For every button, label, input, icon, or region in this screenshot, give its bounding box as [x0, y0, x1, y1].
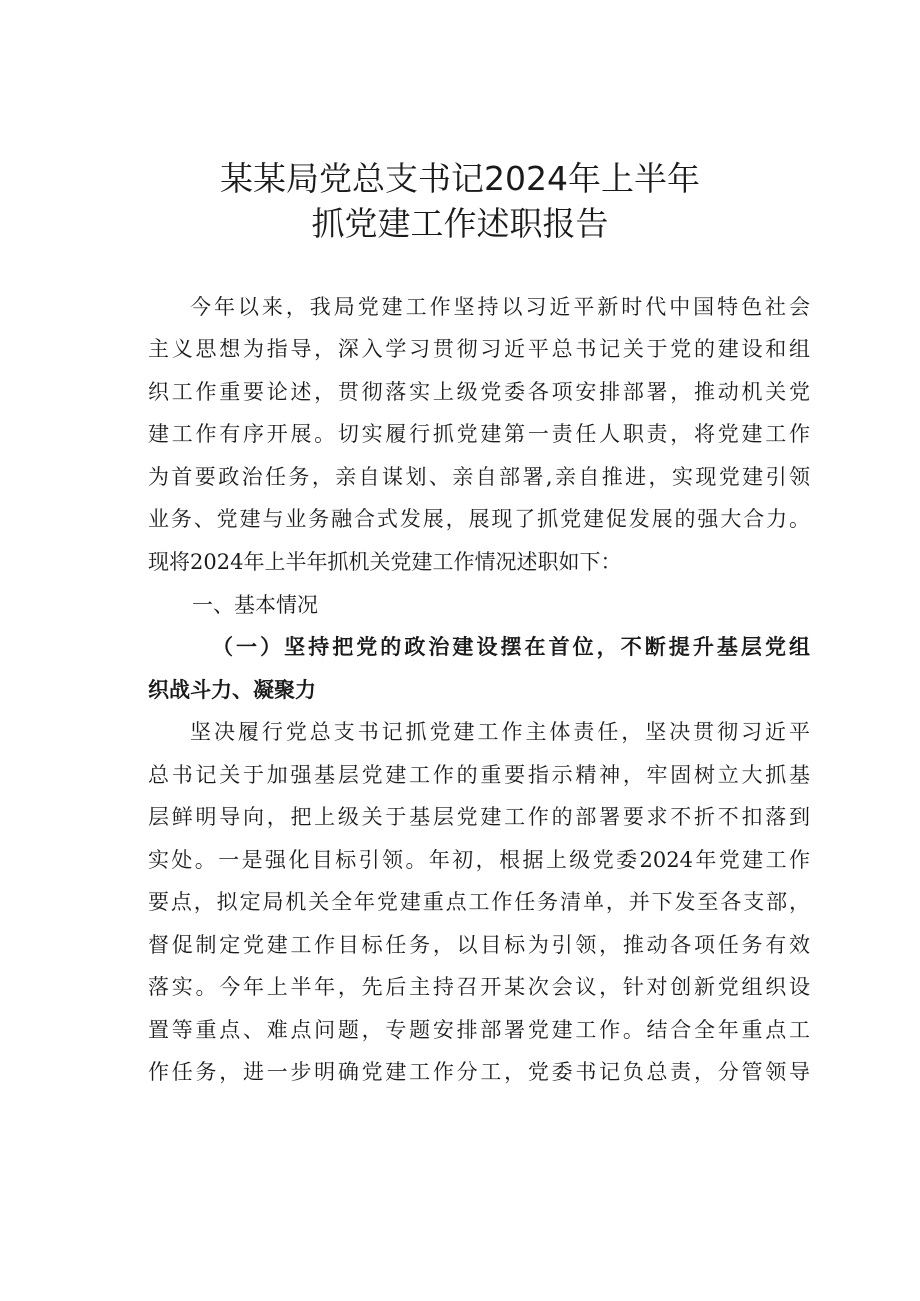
paragraph-line: 实处。一是强化目标引领。年初，根据上级党委2024年党建工作	[148, 848, 810, 872]
paragraph-line: 总书记关于加强基层党建工作的重要指示精神，牢固树立大抓基	[148, 763, 810, 787]
paragraph-line: 督促制定党建工作目标任务，以目标为引领，推动各项任务有效	[148, 933, 810, 957]
document-title-line-2: 抓党建工作述职报告	[311, 204, 609, 243]
paragraph-line: 坚决履行党总支书记抓党建工作主体责任，坚决贯彻习近平	[190, 720, 810, 744]
paragraph-line: 作任务，进一步明确党建工作分工，党委书记负总责，分管领导	[148, 1060, 810, 1084]
subsection-heading-line: （一）坚持把党的政治建设摆在首位，不断提升基层党组	[212, 634, 810, 659]
paragraph-line: 现将2024年上半年抓机关党建工作情况述职如下：	[148, 550, 622, 574]
paragraph-line: 要点，拟定局机关全年党建重点工作任务清单，并下发至各支部，	[148, 890, 810, 914]
paragraph-line: 落实。今年上半年，先后主持召开某次会议，针对创新党组织设	[148, 975, 810, 999]
paragraph-line: 织工作重要论述，贯彻落实上级党委各项安排部署，推动机关党	[148, 380, 810, 404]
paragraph-line: 今年以来，我局党建工作坚持以习近平新时代中国特色社会	[190, 295, 810, 319]
paragraph-line: 为首要政治任务，亲自谋划、亲自部署,亲自推进，实现党建引领	[148, 465, 810, 489]
paragraph-line: 主义思想为指导，深入学习贯彻习近平总书记关于党的建设和组	[148, 337, 810, 361]
subsection-heading-line: 织战斗力、凝聚力	[148, 677, 316, 702]
paragraph-line: 建工作有序开展。切实履行抓党建第一责任人职责，将党建工作	[148, 422, 810, 446]
paragraph-line: 层鲜明导向，把上级关于基层党建工作的部署要求不折不扣落到	[148, 805, 810, 829]
section-heading: 一、基本情况	[192, 593, 318, 617]
paragraph-line: 业务、党建与业务融合式发展，展现了抓党建促发展的强大合力。	[148, 507, 810, 531]
document-title-line-1: 某某局党总支书记2024年上半年	[220, 159, 700, 198]
paragraph-line: 置等重点、难点问题，专题安排部署党建工作。结合全年重点工	[148, 1018, 810, 1042]
